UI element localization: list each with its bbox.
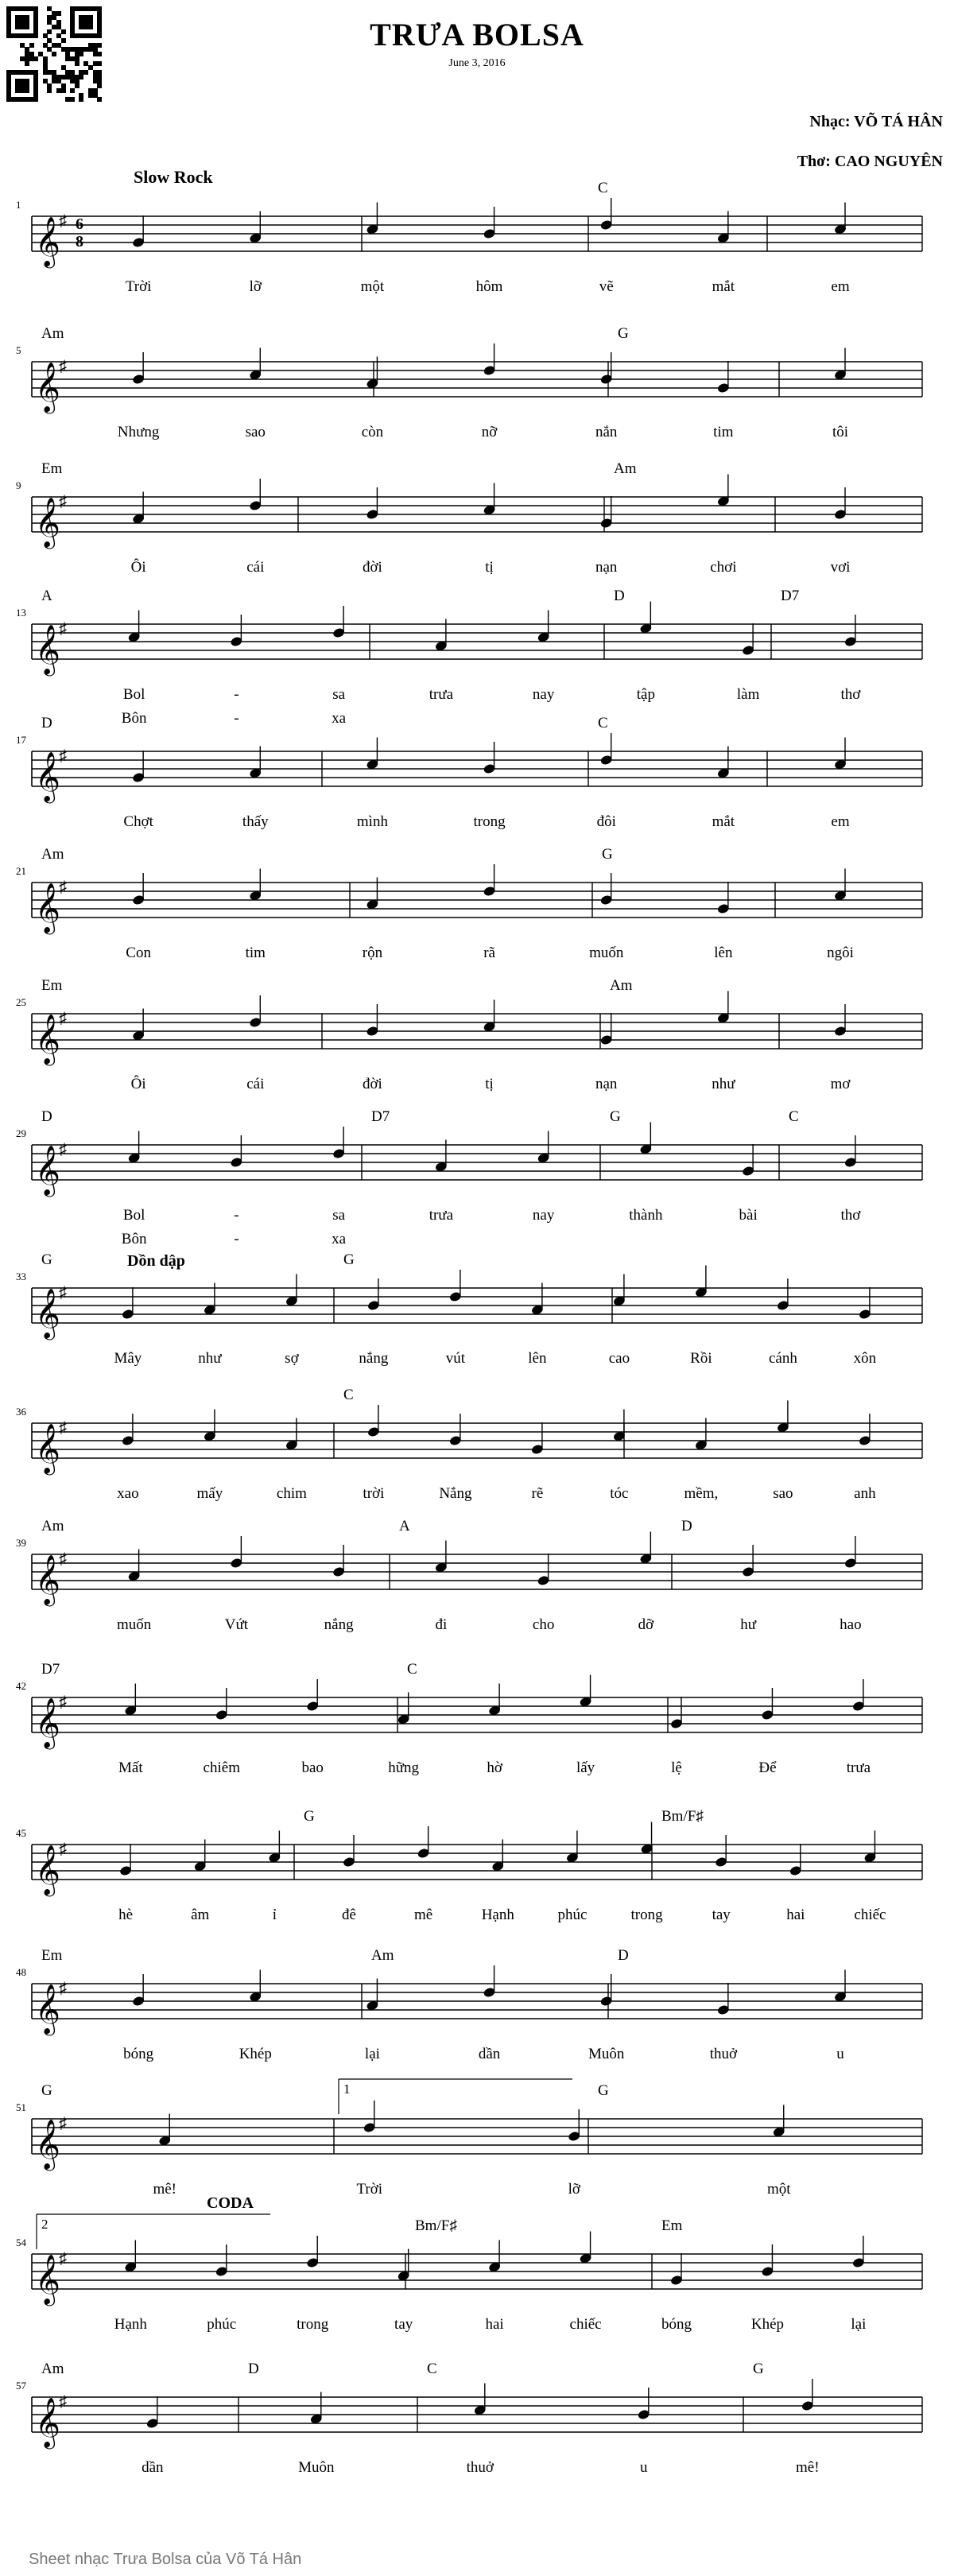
lyric-word: em [831, 813, 850, 830]
lyric-word: phúc [207, 2316, 237, 2333]
chord-symbol: C [407, 1661, 417, 1678]
lyric-word: Vứt [224, 1616, 249, 1633]
lyric-word: mình [356, 813, 388, 830]
lyric-word: mắt [712, 813, 735, 830]
lyric-word: đê [342, 1907, 356, 1923]
lyric-word: Hạnh [481, 1907, 514, 1923]
measure-number: 21 [16, 865, 26, 877]
lyric-word: cánh [768, 1350, 797, 1367]
lyric-word: Trời [125, 278, 152, 295]
treble-clef-symbol: 𝄞 [35, 2399, 60, 2446]
lyric-word: thấy [242, 813, 269, 830]
measure-number: 45 [16, 1827, 26, 1839]
lyric-word: rộn [362, 945, 383, 961]
chord-symbol: D7 [371, 1108, 390, 1125]
lyric-word: hai [485, 2316, 504, 2333]
lyric-word: ngôi [827, 945, 854, 961]
lyric-word: nỡ [481, 424, 498, 440]
lyric-word: Trời [356, 2181, 383, 2198]
lyric-word-second-verse: xa [332, 1231, 347, 1247]
lyric-word: anh [854, 1485, 876, 1502]
lyric-word: Khép [238, 2046, 272, 2062]
chord-symbol: G [41, 1251, 52, 1268]
treble-clef-symbol: 𝄞 [35, 753, 60, 801]
chord-symbol: D [248, 2361, 259, 2377]
lyric-word: mắt [712, 278, 735, 295]
chord-symbol: Am [614, 460, 637, 477]
lyric-word: tay [712, 1907, 731, 1923]
key-signature-sharp: ♯ [59, 1419, 67, 1437]
lyric-word: hè [118, 1907, 134, 1923]
lyric-word: vút [445, 1350, 466, 1367]
song-date: June 3, 2016 [448, 57, 506, 69]
lyric-word: dần [142, 2459, 164, 2476]
measure-number: 39 [16, 1537, 26, 1549]
measure-number: 57 [16, 2380, 26, 2392]
lyric-word: trong [473, 813, 506, 830]
chord-symbol: D [618, 1947, 629, 1964]
lyric-word: Ôi [130, 559, 146, 576]
lyric-word: Bol [122, 1207, 145, 1224]
lyric-word: tay [394, 2316, 413, 2333]
measure-number: 29 [16, 1127, 26, 1139]
lyric-word: sợ [285, 1350, 299, 1367]
lyric-word: lại [851, 2316, 867, 2333]
lyric-word: lỡ [568, 2181, 580, 2198]
key-signature-sharp: ♯ [59, 2115, 67, 2132]
measure-number: 17 [16, 734, 26, 746]
chord-symbol: A [41, 588, 52, 604]
lyric-word: tập [636, 686, 655, 703]
lyric-word: nay [532, 1207, 555, 1224]
chord-symbol: Am [41, 1518, 64, 1534]
lyric-word: bóng [123, 2046, 154, 2062]
key-signature-sharp: ♯ [59, 747, 67, 765]
lyric-word: đời [363, 1076, 382, 1092]
lyric-word: vơi [830, 559, 851, 576]
volta-number: 2 [41, 2217, 48, 2232]
key-signature-sharp: ♯ [59, 1010, 67, 1027]
chord-symbol: C [598, 715, 608, 731]
treble-clef-symbol: 𝄞 [35, 1146, 60, 1194]
lyric-word: u [836, 2046, 844, 2062]
treble-clef-symbol: 𝄞 [35, 2120, 60, 2168]
lyric-word: trời [363, 1485, 385, 1502]
treble-clef-symbol: 𝄞 [35, 2256, 60, 2303]
chord-symbol: G [343, 1251, 355, 1268]
lyric-word: chiếc [569, 2316, 602, 2333]
lyric-word: mê! [796, 2459, 820, 2476]
lyric-word: phúc [557, 1907, 588, 1923]
key-signature-sharp: ♯ [59, 212, 67, 230]
lyricist-credit: Thơ: CAO NGUYÊN [797, 153, 943, 170]
treble-clef-symbol: 𝄞 [35, 363, 60, 411]
key-signature-sharp: ♯ [59, 1980, 67, 1997]
measure-number: 9 [16, 479, 21, 491]
chord-symbol: C [427, 2361, 437, 2377]
chord-symbol: D [681, 1518, 692, 1534]
lyric-word: Nhưng [117, 424, 160, 440]
time-signature-top: 6 [76, 215, 83, 233]
measure-number: 48 [16, 1966, 26, 1978]
chord-symbol: Em [41, 977, 63, 994]
chord-symbol: G [618, 325, 629, 342]
lyric-word: xôn [853, 1350, 877, 1367]
lyric-word: Khép [750, 2316, 785, 2333]
lyric-word: Để [758, 1759, 777, 1776]
lyric-word: Muôn [298, 2459, 335, 2476]
chord-symbol: G [602, 846, 613, 863]
lyric-word: Muôn [588, 2046, 625, 2062]
treble-clef-symbol: 𝄞 [35, 1290, 60, 1337]
lyric-word: bài [739, 1207, 758, 1224]
key-signature-sharp: ♯ [59, 2250, 67, 2268]
coda-marking: CODA [207, 2194, 254, 2212]
lyric-word: em [831, 278, 850, 295]
lyric-word: hao [840, 1616, 862, 1633]
lyric-word: thơ [840, 686, 861, 703]
lyric-word: bóng [661, 2316, 692, 2333]
lyric-word: như [198, 1350, 222, 1367]
lyric-word-second-verse: - [234, 1231, 239, 1247]
lyric-word: hư [740, 1616, 757, 1633]
lyric-word: Nắng [439, 1485, 472, 1502]
lyric-word: chim [276, 1485, 307, 1502]
lyric-word: tị [485, 559, 494, 576]
chord-symbol: D7 [41, 1661, 60, 1678]
lyric-word: Mất [118, 1759, 143, 1776]
measure-number: 51 [16, 2101, 26, 2113]
key-signature-sharp: ♯ [59, 1141, 67, 1158]
treble-clef-symbol: 𝄞 [35, 1985, 60, 2033]
footer-caption: Sheet nhạc Trưa Bolsa của Võ Tá Hân [29, 2551, 302, 2568]
lyric-word: tim [245, 945, 266, 961]
treble-clef-symbol: 𝄞 [35, 499, 60, 546]
lyric-word: chơi [710, 559, 737, 576]
lyric-word: còn [361, 424, 384, 440]
lyric-word: - [234, 1207, 239, 1224]
lyric-word: nay [532, 686, 555, 703]
chord-symbol: G [753, 2361, 764, 2377]
lyric-word: sao [773, 1485, 793, 1502]
chord-symbol: G [304, 1808, 315, 1825]
chord-symbol: Em [661, 2217, 683, 2234]
lyric-word: lấy [576, 1759, 595, 1776]
chord-symbol: Em [41, 460, 63, 477]
lyric-word: trưa [846, 1759, 871, 1776]
composer-credit: Nhạc: VÕ TÁ HÂN [809, 113, 943, 130]
lyric-word-second-verse: Bôn [121, 710, 147, 727]
chord-symbol: C [789, 1108, 799, 1125]
chord-symbol: C [343, 1387, 354, 1403]
lyric-word: vẽ [599, 278, 614, 295]
chord-symbol: Bm/F♯ [661, 1808, 704, 1825]
lyric-word: dỡ [638, 1616, 654, 1633]
lyric-word: chiêm [203, 1759, 240, 1776]
lyric-word: cái [246, 1076, 265, 1092]
lyric-word: Rồi [690, 1350, 712, 1367]
key-signature-sharp: ♯ [59, 1693, 67, 1711]
lyric-word: nắng [359, 1350, 389, 1367]
lyric-word: mấy [196, 1485, 223, 1502]
lyric-word: rẽ [531, 1485, 544, 1502]
chord-symbol: D7 [781, 588, 800, 604]
lyric-word: muốn [589, 945, 624, 961]
lyric-word: chiếc [854, 1907, 886, 1923]
treble-clef-symbol: 𝄞 [35, 1699, 60, 1747]
measure-number: 33 [16, 1271, 26, 1282]
key-signature-sharp: ♯ [59, 358, 67, 375]
lyric-word: mê [414, 1907, 433, 1923]
key-signature-sharp: ♯ [59, 1284, 67, 1302]
lyric-word: dần [478, 2046, 501, 2062]
chord-symbol: C [598, 180, 608, 196]
lyric-word: trưa [429, 686, 454, 703]
lyric-word: làm [736, 686, 760, 703]
chord-symbol: A [399, 1518, 410, 1534]
lyric-word: như [712, 1076, 735, 1092]
treble-clef-symbol: 𝄞 [35, 626, 60, 673]
lyric-word: sao [245, 424, 266, 440]
lyric-word: Con [126, 945, 151, 961]
lyric-word: thuở [466, 2459, 494, 2476]
lyric-word: hững [388, 1759, 420, 1776]
lyric-word: trưa [429, 1207, 454, 1224]
lyric-word: lỡ [249, 278, 262, 295]
lyric-word: - [234, 686, 239, 703]
lyric-word: đôi [596, 813, 616, 830]
key-signature-sharp: ♯ [59, 879, 67, 896]
lyric-word: tóc [610, 1485, 629, 1502]
lyric-word: thơ [840, 1207, 861, 1224]
lyric-word: nạn [595, 559, 618, 576]
lyric-word: cho [532, 1616, 555, 1633]
lyric-word: mê! [153, 2181, 177, 2198]
chord-symbol: D [614, 588, 625, 604]
measure-number: 13 [16, 607, 26, 619]
chord-symbol: G [41, 2082, 52, 2099]
chord-symbol: Am [371, 1947, 394, 1964]
treble-clef-symbol: 𝄞 [35, 218, 60, 266]
lyric-word: nạn [595, 1076, 618, 1092]
lyric-word-second-verse: Bôn [121, 1231, 147, 1247]
lyric-word: thuở [709, 2046, 738, 2062]
chord-symbol: G [610, 1108, 621, 1125]
lyric-word: Hạnh [114, 2316, 147, 2333]
lyric-word: đời [363, 559, 382, 576]
lyric-word: mơ [830, 1076, 851, 1092]
lyric-word: xao [117, 1485, 139, 1502]
lyric-word-second-verse: - [234, 710, 239, 727]
lyric-word: lệ [671, 1759, 682, 1776]
measure-number: 25 [16, 996, 26, 1008]
key-signature-sharp: ♯ [59, 493, 67, 510]
lyric-word: cái [246, 559, 265, 576]
lyric-word: tôi [832, 424, 849, 440]
lyric-word: sa [332, 686, 346, 703]
lyric-word: hai [786, 1907, 805, 1923]
chord-symbol: D [41, 1108, 52, 1125]
treble-clef-symbol: 𝄞 [35, 884, 60, 932]
lyric-word: nắng [324, 1616, 354, 1633]
tempo-marking: Slow Rock [134, 167, 213, 187]
lyric-word: Chợt [123, 813, 153, 830]
lyric-word: một [360, 278, 385, 295]
lyric-word: muốn [116, 1616, 152, 1633]
key-signature-sharp: ♯ [59, 2393, 67, 2411]
chord-symbol: Am [41, 325, 64, 342]
lyric-word: hôm [475, 278, 503, 295]
lyric-word: thành [629, 1207, 663, 1224]
lyric-word: Bol [122, 686, 145, 703]
chord-symbol: D [41, 715, 52, 731]
lyric-word: hờ [487, 1759, 502, 1776]
measure-number: 36 [16, 1406, 26, 1418]
key-signature-sharp: ♯ [59, 620, 67, 638]
lyric-word: lên [714, 945, 733, 961]
lyric-word: ỉ [272, 1907, 277, 1923]
key-signature-sharp: ♯ [59, 1550, 67, 1568]
treble-clef-symbol: 𝄞 [35, 1425, 60, 1472]
measure-number: 1 [16, 199, 21, 211]
lyric-word: sa [332, 1207, 346, 1224]
lyric-word: âm [191, 1907, 210, 1923]
lyric-word: đi [435, 1616, 448, 1633]
lyric-word-second-verse: xa [332, 710, 347, 727]
lyric-word: một [766, 2181, 791, 2198]
lyric-word: u [640, 2459, 648, 2476]
chord-symbol: Bm/F♯ [415, 2217, 457, 2234]
lyric-word: lên [528, 1350, 547, 1367]
song-title: TRƯA BOLSA [370, 17, 584, 52]
lyric-word: tim [713, 424, 734, 440]
treble-clef-symbol: 𝄞 [35, 1015, 60, 1063]
key-signature-sharp: ♯ [59, 1841, 67, 1858]
lyric-word: mềm, [684, 1485, 719, 1502]
lyric-word: Mây [114, 1350, 142, 1367]
lyric-word: cao [608, 1350, 630, 1367]
lyric-word: nắn [595, 424, 618, 440]
volta-number: 1 [343, 2081, 351, 2097]
chord-symbol: Am [610, 977, 633, 994]
lyric-word: trong [630, 1907, 663, 1923]
chord-symbol: Am [41, 846, 64, 863]
chord-symbol: Em [41, 1947, 63, 1964]
lyric-word: lại [364, 2046, 380, 2062]
chord-symbol: Am [41, 2361, 64, 2377]
measure-number: 54 [16, 2237, 26, 2248]
measure-number: 42 [16, 1680, 26, 1692]
expression-marking: Dồn dập [127, 1252, 185, 1270]
measure-number: 5 [16, 344, 21, 356]
lyric-word: Ôi [130, 1076, 146, 1092]
chord-symbol: G [598, 2082, 609, 2099]
lyric-word: tị [485, 1076, 494, 1092]
time-signature-bottom: 8 [76, 233, 83, 250]
lyric-word: trong [297, 2316, 329, 2333]
treble-clef-symbol: 𝄞 [35, 1846, 60, 1894]
lyric-word: bao [301, 1759, 324, 1776]
lyric-word: rã [483, 945, 495, 961]
treble-clef-symbol: 𝄞 [35, 1556, 60, 1604]
